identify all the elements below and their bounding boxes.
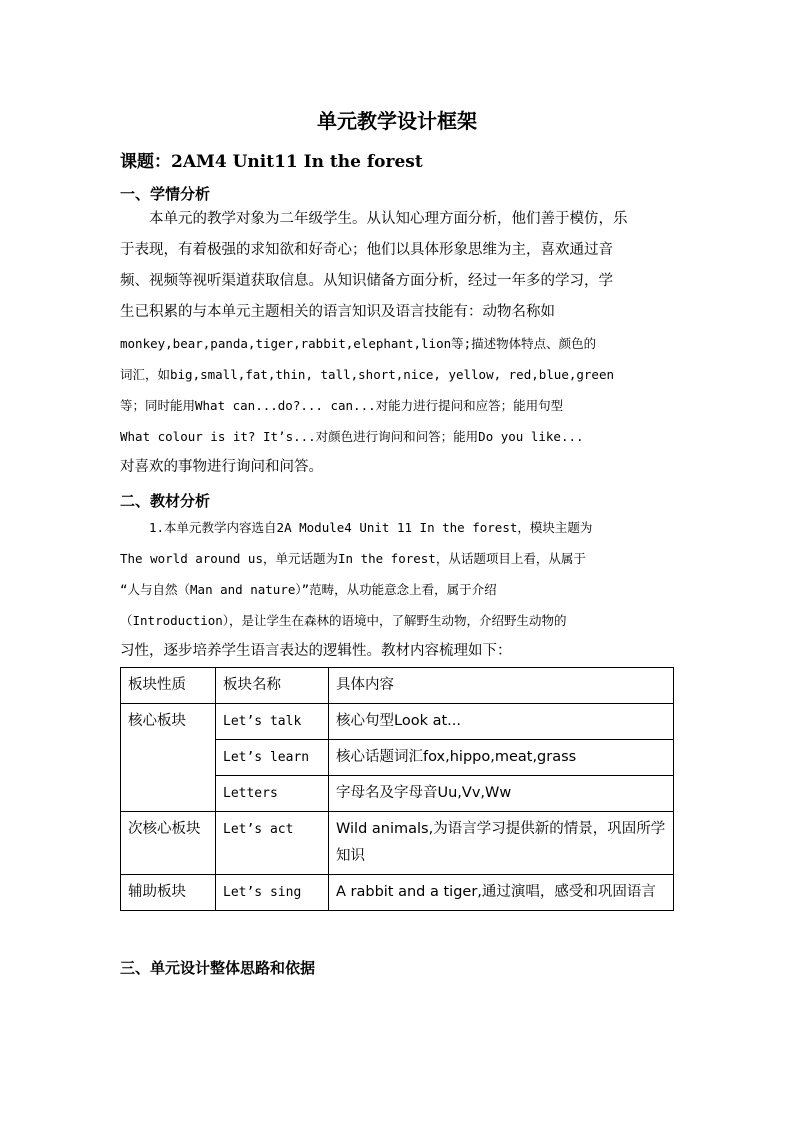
section-heading-learner-analysis: 一、学情分析 — [120, 185, 211, 203]
table-row — [121, 704, 674, 740]
material-content-table — [120, 667, 674, 911]
paragraph-line: 1.本单元教学内容选自2A Module4 Unit 11 In the forest，模块主题为 — [149, 520, 593, 535]
section-heading-material-analysis: 二、教材分析 — [120, 492, 211, 510]
table-cell-name: Let’s act — [216, 812, 329, 875]
table-cell-content: A rabbit and a tiger,通过演唱，感受和巩固语言 — [329, 875, 674, 911]
paragraph-line: 习性，逐步培养学生语言表达的逻辑性。教材内容梳理如下： — [120, 643, 512, 659]
table-cell-name: Let’s sing — [216, 875, 329, 911]
paragraph-line: What colour is it? It’s...对颜色进行询问和问答；能用Do you like... — [120, 429, 584, 444]
table-header-cell: 具体内容 — [329, 668, 674, 704]
learner-analysis-paragraph — [120, 204, 675, 483]
material-analysis-paragraph — [120, 512, 675, 667]
section-heading-unit-design: 三、单元设计整体思路和依据 — [120, 959, 316, 977]
paragraph-line: 于表现，有着极强的求知欲和好奇心；他们以具体形象思维为主，喜欢通过音 — [120, 242, 613, 258]
lesson-topic: 课题：2AM4 Unit11 In the forest — [120, 152, 423, 172]
table-row — [121, 812, 674, 875]
table-cell-type: 次核心板块 — [121, 812, 216, 875]
document-title: 单元教学设计框架 — [317, 109, 477, 133]
table-header-row — [121, 668, 674, 704]
paragraph-line: 对喜欢的事物进行询问和问答。 — [120, 459, 323, 475]
paragraph-line: “人与自然（Man and nature）”范畴，从功能意念上看，属于介绍 — [120, 582, 497, 597]
paragraph-line: 词汇，如big,small,fat,thin, tall,short,nice, yellow, red,blue,green — [120, 367, 615, 382]
paragraph-line: 等；同时能用What can...do?... can...对能力进行提问和应答；能用句型 — [120, 398, 564, 413]
table-row — [121, 875, 674, 911]
paragraph-line: 频、视频等视听渠道获取信息。从知识储备方面分析，经过一年多的学习，学 — [120, 273, 613, 289]
table-cell-content: 核心句型Look at... — [329, 704, 674, 740]
table-cell-name: Let’s talk — [216, 704, 329, 740]
table-cell-content: 字母名及字母音Uu,Vv,Ww — [329, 776, 674, 812]
table-cell-name: Letters — [216, 776, 329, 812]
table-cell-type: 辅助板块 — [121, 875, 216, 911]
paragraph-line: 生已积累的与本单元主题相关的语言知识及语言技能有：动物名称如 — [120, 304, 555, 320]
table-header-cell: 板块名称 — [216, 668, 329, 704]
table-cell-name: Let’s learn — [216, 740, 329, 776]
paragraph-line: 本单元的教学对象为二年级学生。从认知心理方面分析，他们善于模仿，乐 — [149, 211, 628, 227]
paragraph-line: （Introduction），是让学生在森林的语境中，了解野生动物，介绍野生动物的 — [120, 613, 567, 628]
table-cell-type: 核心板块 — [121, 704, 216, 812]
paragraph-line: The world around us，单元话题为In the forest，从话题项目上看，从属于 — [120, 551, 586, 566]
table-cell-content: Wild animals,为语言学习提供新的情景，巩固所学知识 — [329, 812, 674, 875]
table-cell-content: 核心话题词汇fox,hippo,meat,grass — [329, 740, 674, 776]
table-header-cell: 板块性质 — [121, 668, 216, 704]
paragraph-line: monkey,bear,panda,tiger,rabbit,elephant,lion等;描述物体特点、颜色的 — [120, 336, 597, 351]
